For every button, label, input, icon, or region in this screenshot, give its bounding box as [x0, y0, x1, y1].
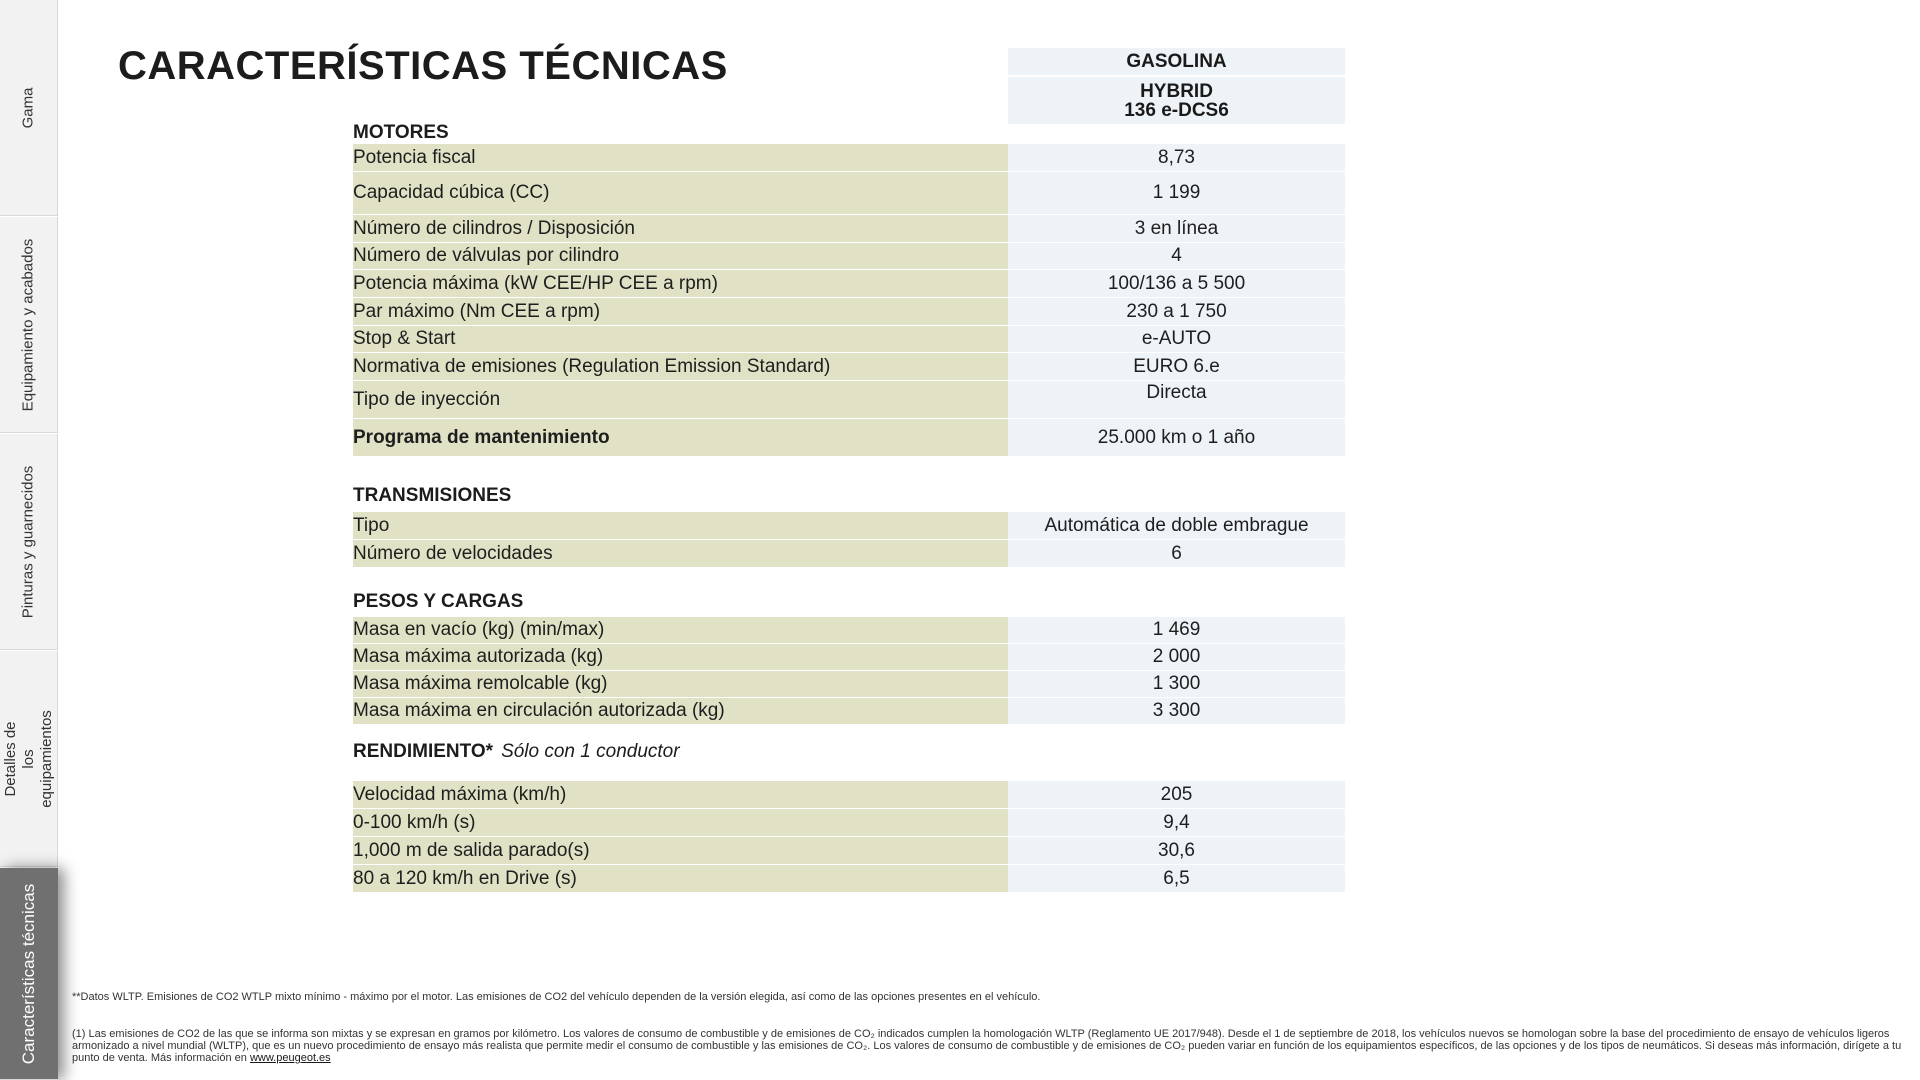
row-label: Stop & Start: [353, 326, 1008, 352]
tab-gama[interactable]: [0, 0, 58, 216]
row-label: Potencia fiscal: [353, 144, 1008, 171]
table-row: [353, 837, 1345, 865]
section-heading-rendimiento: [353, 741, 680, 763]
tab-pinturas-label: Pinturas y guarnecidos: [19, 465, 37, 618]
tab-equipamiento-label: Equipamiento y acabados: [19, 238, 37, 411]
table-row: [353, 419, 1345, 457]
table-row: [353, 540, 1345, 568]
side-nav: [0, 0, 58, 1080]
row-value: EURO 6.e: [1008, 353, 1345, 380]
row-label: Masa máxima en circulación autorizada (kg): [353, 698, 1008, 724]
row-value: Automática de doble embrague: [1008, 512, 1345, 539]
row-label: Tipo: [353, 512, 1008, 539]
table-row: [353, 671, 1345, 698]
row-value: 6,5: [1008, 865, 1345, 892]
row-value: e-AUTO: [1008, 326, 1345, 352]
table-rendimiento: [353, 781, 1345, 893]
row-label: Programa de mantenimiento: [353, 419, 1008, 456]
section-heading-motores: MOTORES: [353, 122, 449, 143]
section-heading-transmisiones: TRANSMISIONES: [353, 485, 512, 506]
row-value: 25.000 km o 1 año: [1008, 419, 1345, 456]
peugeot-link[interactable]: www.peugeot.es: [249, 1052, 331, 1064]
page-title: CARACTERÍSTICAS TÉCNICAS: [118, 44, 728, 88]
row-label: Masa máxima autorizada (kg): [353, 644, 1008, 670]
table-row: [353, 381, 1345, 419]
row-label: Capacidad cúbica (CC): [353, 172, 1008, 214]
row-label: Masa máxima remolcable (kg): [353, 671, 1008, 697]
table-row: [353, 644, 1345, 671]
rendimiento-title: RENDIMIENTO*: [353, 741, 494, 762]
row-label: Normativa de emisiones (Regulation Emission Standard): [353, 353, 1008, 380]
tab-detalles-label: Detalles de los equipamientos: [1, 709, 55, 808]
table-row: [353, 353, 1345, 381]
tab-equipamiento-y-acabados[interactable]: [0, 217, 58, 433]
row-label: 80 a 120 km/h en Drive (s): [353, 865, 1008, 892]
row-label: 1,000 m de salida parado(s): [353, 837, 1008, 864]
table-row: [353, 809, 1345, 837]
row-label: Tipo de inyección: [353, 381, 1008, 418]
column-header-model-line1: HYBRID: [1140, 81, 1213, 102]
row-value: Directa: [1008, 381, 1345, 418]
row-value: 2 000: [1008, 644, 1345, 670]
row-value: 8,73: [1008, 144, 1345, 171]
row-value: 3 en línea: [1008, 215, 1345, 242]
row-label: Número de válvulas por cilindro: [353, 243, 1008, 269]
tab-pinturas-y-guarnecidos[interactable]: [0, 434, 58, 650]
column-header-model: [1008, 77, 1345, 124]
row-label: Velocidad máxima (km/h): [353, 781, 1008, 808]
row-value: 9,4: [1008, 809, 1345, 836]
row-value: 1 469: [1008, 617, 1345, 643]
row-value: 3 300: [1008, 698, 1345, 724]
table-row: [353, 172, 1345, 215]
table-motores: [353, 144, 1345, 457]
row-label: Par máximo (Nm CEE a rpm): [353, 298, 1008, 325]
table-row: [353, 865, 1345, 893]
footnote-legal: [72, 1028, 1918, 1064]
footnote-wltp: **Datos WLTP. Emisiones de CO2 WTLP mixto mínimo - máximo por el motor. Las emisiones de CO2 del vehículo dependen de la versión elegida, así como de las opciones presentes en el vehículo.: [72, 991, 1041, 1003]
row-value: 30,6: [1008, 837, 1345, 864]
table-row: [353, 144, 1345, 172]
tab-caracteristicas-label: Características técnicas: [19, 883, 39, 1064]
row-value: 6: [1008, 540, 1345, 567]
table-row: [353, 698, 1345, 725]
table-row: [353, 617, 1345, 644]
row-value: 100/136 a 5 500: [1008, 270, 1345, 297]
row-value: 230 a 1 750: [1008, 298, 1345, 325]
row-value: 1 300: [1008, 671, 1345, 697]
table-row: [353, 243, 1345, 270]
column-header-model-line2: 136 e-DCS6: [1124, 100, 1229, 121]
row-label: Número de cilindros / Disposición: [353, 215, 1008, 242]
tab-gama-label: Gama: [19, 87, 37, 128]
row-label: 0-100 km/h (s): [353, 809, 1008, 836]
table-transmisiones: [353, 512, 1345, 568]
rendimiento-note: Sólo con 1 conductor: [501, 741, 680, 762]
row-value: 4: [1008, 243, 1345, 269]
table-row: [353, 215, 1345, 243]
row-label: Masa en vacío (kg) (min/max): [353, 617, 1008, 643]
table-row: [353, 298, 1345, 326]
table-pesos: [353, 617, 1345, 725]
row-value: 1 199: [1008, 172, 1345, 214]
table-row: [353, 512, 1345, 540]
row-label: Número de velocidades: [353, 540, 1008, 567]
row-value: 205: [1008, 781, 1345, 808]
section-heading-pesos: PESOS Y CARGAS: [353, 591, 524, 612]
tab-caracteristicas-tecnicas[interactable]: [0, 868, 58, 1080]
table-row: [353, 781, 1345, 809]
tab-detalles-equipamientos[interactable]: [0, 651, 58, 867]
column-header-fuel: GASOLINA: [1008, 48, 1345, 75]
table-row: [353, 326, 1345, 353]
row-label: Potencia máxima (kW CEE/HP CEE a rpm): [353, 270, 1008, 297]
table-row: [353, 270, 1345, 298]
footnote-legal-text: (1) Las emisiones de CO2 de las que se informa son mixtas y se expresan en gramos por kilómetro. Los valores de consumo de combustible y de emisiones de CO₂ indicados cumplen la homologación WLTP (Reglamento UE 2017/948). Desde el 1 de septiembre de 2018, los vehículos nuevos se homologan sobre la base del procedimiento de ensayo de vehículos ligeros armonizado a nivel mundial (WLTP), que es un nuevo procedimiento de ensayo más realista que permite medir el consumo de combustible y las emisiones de CO₂. Los valores de consumo de combustible y de emisiones de CO₂ pueden variar en función de los equipamientos específicos, de las opciones y de los tipos de neumáticos. Si deseas más información, dirígete a tu punto de venta. Más información en: [72, 1028, 1902, 1064]
